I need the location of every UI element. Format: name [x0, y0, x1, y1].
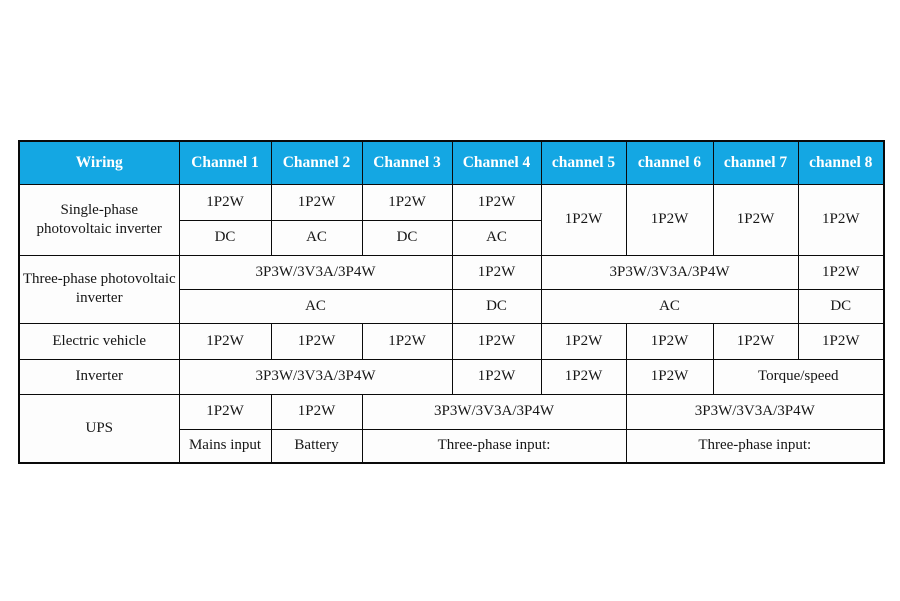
row-label-single-phase-pv: Single-phase photovoltaic inverter	[19, 184, 179, 255]
cell-spv-ch3-coupling: DC	[362, 220, 452, 255]
cell-tpv-ch4-coupling: DC	[452, 289, 541, 323]
wiring-spec-table-container	[18, 140, 885, 464]
cell-inv-ch4: 1P2W	[452, 359, 541, 394]
header-channel-4: Channel 4	[452, 141, 541, 184]
cell-ups-ch6-8-wiring: 3P3W/3V3A/3P4W	[626, 394, 884, 429]
cell-tpv-ch1-3-coupling: AC	[179, 289, 452, 323]
cell-spv-ch6-wiring: 1P2W	[626, 184, 713, 255]
header-wiring: Wiring	[19, 141, 179, 184]
cell-ups-ch3-5-source: Three-phase input:	[362, 429, 626, 463]
cell-ups-ch6-8-source: Three-phase input:	[626, 429, 884, 463]
header-channel-7: channel 7	[713, 141, 798, 184]
row-single-phase-pv-top	[19, 184, 884, 220]
cell-tpv-ch8-wiring: 1P2W	[798, 255, 884, 289]
cell-spv-ch2-wiring: 1P2W	[271, 184, 362, 220]
row-label-electric-vehicle: Electric vehicle	[19, 323, 179, 359]
cell-ev-ch2: 1P2W	[271, 323, 362, 359]
cell-spv-ch3-wiring: 1P2W	[362, 184, 452, 220]
cell-inv-ch5: 1P2W	[541, 359, 626, 394]
cell-ev-ch7: 1P2W	[713, 323, 798, 359]
header-row	[19, 141, 884, 184]
cell-tpv-ch8-coupling: DC	[798, 289, 884, 323]
cell-ev-ch6: 1P2W	[626, 323, 713, 359]
row-label-inverter: Inverter	[19, 359, 179, 394]
cell-spv-ch4-wiring: 1P2W	[452, 184, 541, 220]
cell-ev-ch4: 1P2W	[452, 323, 541, 359]
header-channel-1: Channel 1	[179, 141, 271, 184]
cell-ev-ch3: 1P2W	[362, 323, 452, 359]
cell-ups-ch2-wiring: 1P2W	[271, 394, 362, 429]
cell-inv-ch1-3: 3P3W/3V3A/3P4W	[179, 359, 452, 394]
cell-inv-ch6: 1P2W	[626, 359, 713, 394]
cell-ups-ch1-wiring: 1P2W	[179, 394, 271, 429]
cell-inv-ch7-8: Torque/speed	[713, 359, 884, 394]
cell-spv-ch2-coupling: AC	[271, 220, 362, 255]
header-channel-6: channel 6	[626, 141, 713, 184]
cell-tpv-ch5-7-wiring: 3P3W/3V3A/3P4W	[541, 255, 798, 289]
cell-ups-ch1-source: Mains input	[179, 429, 271, 463]
cell-ups-ch3-5-wiring: 3P3W/3V3A/3P4W	[362, 394, 626, 429]
cell-spv-ch8-wiring: 1P2W	[798, 184, 884, 255]
row-ups-top	[19, 394, 884, 429]
cell-spv-ch1-coupling: DC	[179, 220, 271, 255]
header-channel-8: channel 8	[798, 141, 884, 184]
cell-tpv-ch5-7-coupling: AC	[541, 289, 798, 323]
cell-spv-ch1-wiring: 1P2W	[179, 184, 271, 220]
header-channel-5: channel 5	[541, 141, 626, 184]
cell-ups-ch2-source: Battery	[271, 429, 362, 463]
cell-ev-ch1: 1P2W	[179, 323, 271, 359]
cell-spv-ch4-coupling: AC	[452, 220, 541, 255]
row-label-ups: UPS	[19, 394, 179, 463]
cell-ev-ch8: 1P2W	[798, 323, 884, 359]
cell-spv-ch5-wiring: 1P2W	[541, 184, 626, 255]
cell-ev-ch5: 1P2W	[541, 323, 626, 359]
cell-tpv-ch4-wiring: 1P2W	[452, 255, 541, 289]
row-three-phase-pv-top	[19, 255, 884, 289]
wiring-spec-table	[18, 140, 885, 464]
header-channel-2: Channel 2	[271, 141, 362, 184]
row-electric-vehicle	[19, 323, 884, 359]
header-channel-3: Channel 3	[362, 141, 452, 184]
row-inverter	[19, 359, 884, 394]
cell-tpv-ch1-3-wiring: 3P3W/3V3A/3P4W	[179, 255, 452, 289]
cell-spv-ch7-wiring: 1P2W	[713, 184, 798, 255]
row-label-three-phase-pv: Three-phase photovoltaic inverter	[19, 255, 179, 323]
